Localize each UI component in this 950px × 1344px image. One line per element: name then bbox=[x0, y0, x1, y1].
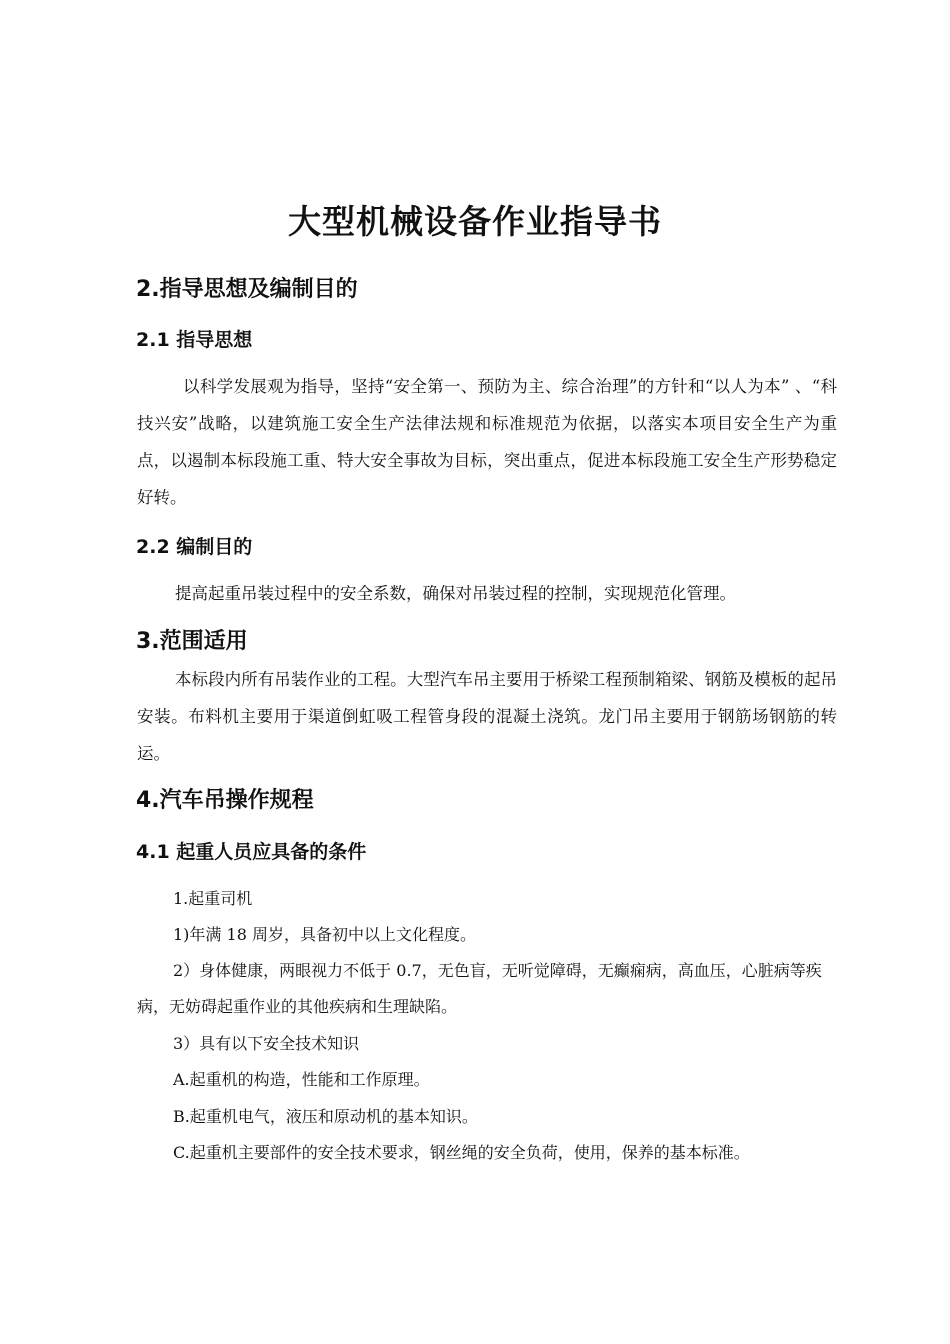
section-2-2-body: 提高起重吊装过程中的安全系数，确保对吊装过程的控制，实现规范化管理。 bbox=[175, 584, 736, 603]
section-3-heading: 3.范围适用 bbox=[136, 629, 248, 654]
list-item: 1)年满 18 周岁，具备初中以上文化程度。 bbox=[173, 925, 476, 944]
section-4-1-heading: 4.1 起重人员应具备的条件 bbox=[136, 841, 367, 863]
section-2-1-heading: 2.1 指导思想 bbox=[136, 329, 253, 351]
section-3-body: 本标段内所有吊装作业的工程。大型汽车吊主要用于桥梁工程预制箱梁、钢筋及模板的起吊安装。布料机主要用于渠道倒虹吸工程管身段的混凝土浇筑。龙门吊主要用于钢筋场钢筋的转运。 bbox=[137, 670, 837, 763]
list-item: 3）具有以下安全技术知识 bbox=[173, 1034, 360, 1053]
list-item: C.起重机主要部件的安全技术要求，钢丝绳的安全负荷，使用，保养的基本标准。 bbox=[173, 1143, 750, 1162]
document-title: 大型机械设备作业指导书 bbox=[288, 202, 662, 241]
list-item: A.起重机的构造，性能和工作原理。 bbox=[173, 1070, 430, 1089]
section-2-1-body: 以科学发展观为指导，坚持“安全第一、预防为主、综合治理”的方针和“以人为本” 、“科技兴安”战略，以建筑施工安全生产法律法规和标准规范为依据，以落实本项目安全生产为重点，以遏制本标段施工重、特大安全事故为目标，突出重点，促进本标段施工安全生产形势稳定好转。 bbox=[137, 377, 837, 507]
section-4-heading: 4.汽车吊操作规程 bbox=[136, 788, 314, 813]
list-item: 1.起重司机 bbox=[173, 889, 253, 908]
section-2-2-heading: 2.2 编制目的 bbox=[136, 536, 253, 558]
list-item: B.起重机电气，液压和原动机的基本知识。 bbox=[173, 1107, 478, 1126]
list-item: 2）身体健康，两眼视力不低于 0.7，无色盲，无听觉障碍，无癫痫病，高血压，心脏病等疾病，无妨碍起重作业的其他疾病和生理缺陷。 bbox=[137, 961, 822, 1016]
section-2-heading: 2.指导思想及编制目的 bbox=[136, 277, 358, 302]
